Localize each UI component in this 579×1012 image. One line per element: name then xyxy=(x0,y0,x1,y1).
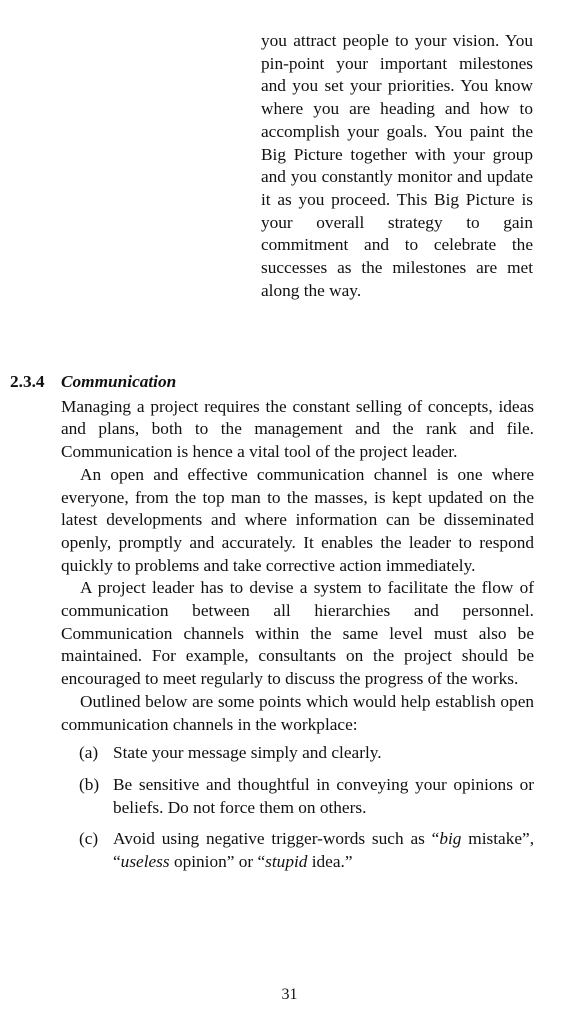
item-text-part: opinion” or “ xyxy=(169,852,266,872)
item-text-part: idea.” xyxy=(307,852,353,872)
emphasis-word: big xyxy=(439,829,462,849)
item-label: (c) xyxy=(79,829,99,849)
emphasis-word: useless xyxy=(120,852,170,872)
paragraph: Managing a project requires the constant selling of concepts, ideas and plans, both to the management and the rank and file. Communication is hence a vital tool of the project leader. xyxy=(61,396,534,462)
paragraph: An open and effective communication channel is one where everyone, from the top man to the masses, is kept updated on the latest developments and where information can be disseminated openly, promptly and accurately. It enables the leader to respond quickly to problems and take corrective action immediately. xyxy=(61,464,534,575)
point-list xyxy=(79,742,534,874)
item-text xyxy=(113,828,534,873)
item-label: (b) xyxy=(79,774,100,794)
item-label: (a) xyxy=(79,743,99,763)
list-item xyxy=(79,742,534,765)
list-item xyxy=(79,774,534,819)
section-body xyxy=(61,396,534,874)
continued-paragraph: you attract people to your vision. You pin-point your important milestones and you set your priorities. You know where you are heading and how to accomplish your goals. You paint the Big Picture together with your group and you constantly monitor and update it as you proceed. This Big Picture is your overall strategy to gain commitment and to celebrate the successes as the milestones are met along the way. xyxy=(261,31,533,300)
section-title: Communication xyxy=(61,372,177,391)
item-text-part: mistake”, “ xyxy=(113,829,535,872)
item-text: State your message simply and clearly. xyxy=(113,743,382,763)
list-item xyxy=(79,828,534,873)
section-communication xyxy=(10,371,540,883)
section-heading xyxy=(10,371,540,394)
page-number: 31 xyxy=(281,986,298,1003)
emphasis-word: stupid xyxy=(265,852,308,872)
paragraph: A project leader has to devise a system to facilitate the flow of communication between all hierarchies and personnel. Communication channels within the same level must also be maintained. For example, consultants on the project should be encouraged to meet regularly to discuss the progress of the works. xyxy=(61,578,534,689)
item-text-part: Avoid using negative trigger-words such as “ xyxy=(113,829,440,849)
section-number: 2.3.4 xyxy=(10,372,45,391)
item-text: Be sensitive and thoughtful in conveying your opinions or beliefs. Do not force them on others. xyxy=(113,774,534,817)
paragraph: Outlined below are some points which would help establish open communication channels in the workplace: xyxy=(61,691,534,734)
